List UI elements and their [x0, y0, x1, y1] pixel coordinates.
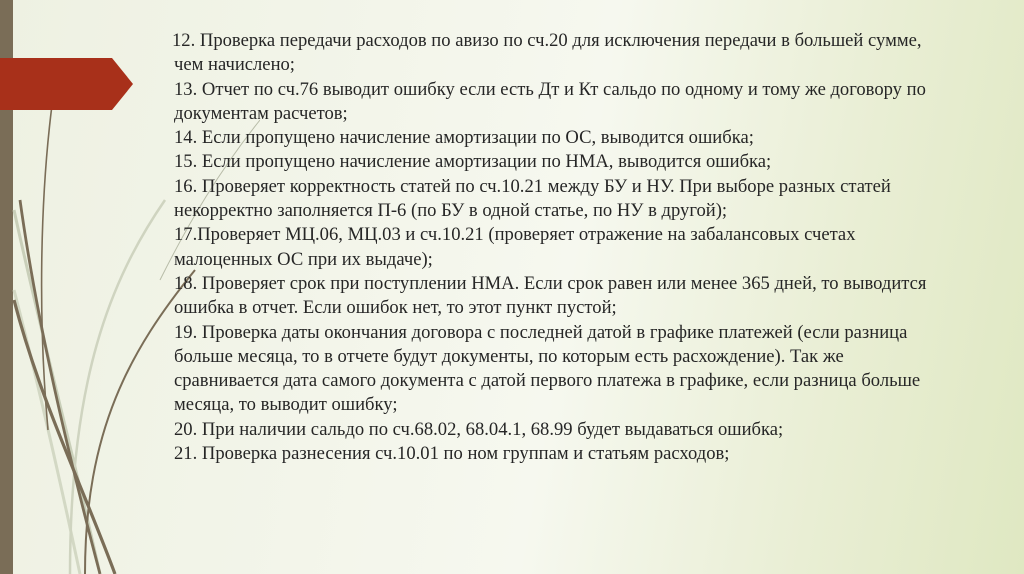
text-line-item-19: 19. Проверка даты окончания договора с последней датой в графике платежей (если разница [174, 321, 908, 343]
text-line-item-13-cont: документам расчетов; [174, 102, 348, 124]
slide-body-text [168, 29, 968, 466]
text-line-item-12: 12. Проверка передачи расходов по авизо по сч.20 для исключения передачи в большей сумме, [172, 30, 922, 51]
text-line-item-19-cont-3: месяца, то выводит ошибку; [174, 394, 398, 416]
text-line-item-16: 16. Проверяет корректность статей по сч.10.21 между БУ и НУ. При выборе разных статей [174, 175, 891, 197]
text-line-item-18: 18. Проверяет срок при поступлении НМА. Если срок равен или менее 365 дней, то выводится [174, 272, 927, 294]
text-line-item-15: 15. Если пропущено начисление амортизации по НМА, выводится ошибка; [174, 151, 772, 173]
text-line-item-17-cont: малоценных ОС при их выдаче); [174, 248, 433, 270]
text-line-item-14: 14. Если пропущено начисление амортизации по ОС, выводится ошибка; [174, 127, 754, 149]
text-line-item-19-cont-2: сравнивается дата самого документа с датой первого платежа в графике, если разница больше [174, 370, 921, 392]
text-line-item-21: 21. Проверка разнесения сч.10.01 по ном группам и статьям расходов; [174, 443, 730, 465]
red-arrow-icon [0, 58, 133, 110]
text-line-item-20: 20. При наличии сальдо по сч.68.02, 68.04.1, 68.99 будет выдаваться ошибка; [174, 418, 784, 440]
text-line-item-17: 17.Проверяет МЦ.06, МЦ.03 и сч.10.21 (проверяет отражение на забалансовых счетах [174, 224, 856, 246]
text-line-item-13: 13. Отчет по сч.76 выводит ошибку если есть Дт и Кт сальдо по одному и тому же договору по [174, 78, 926, 100]
text-line-item-12-cont: чем начислено; [174, 54, 295, 76]
text-line-item-16-cont: некорректно заполняется П-6 (по БУ в одной статье, по НУ в другой); [174, 200, 728, 222]
text-line-item-19-cont-1: больше месяца, то в отчете будут документы, по которым есть расхождение). Так же [174, 345, 844, 367]
text-line-item-18-cont: ошибка в отчет. Если ошибок нет, то этот пункт пустой; [174, 297, 617, 319]
